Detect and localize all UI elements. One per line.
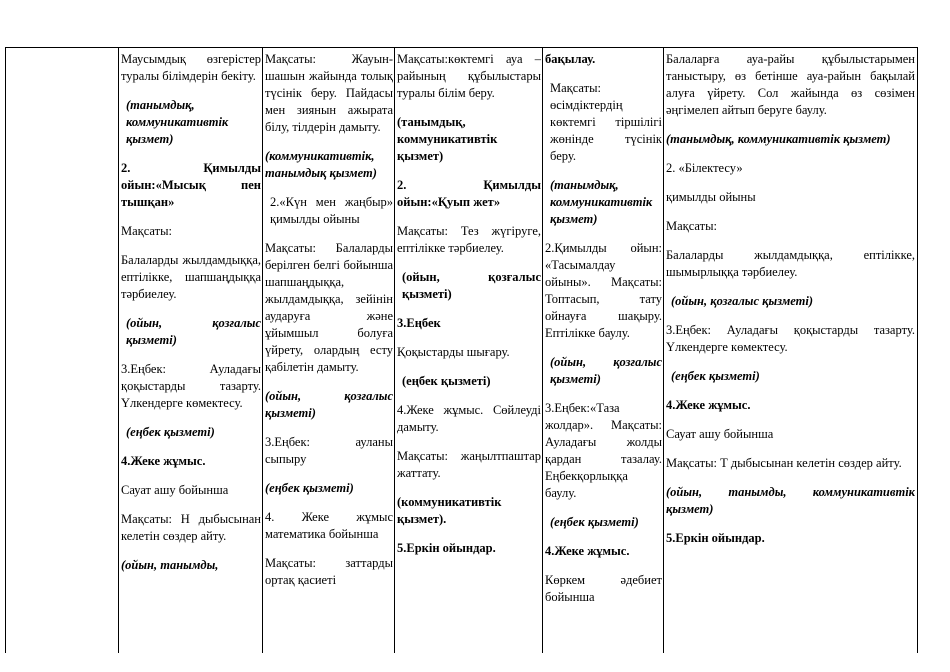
plan-paragraph: Мақсаты: [121, 224, 172, 238]
column-divider [394, 48, 395, 653]
plan-paragraph: Қоқыстарды шығару. [397, 345, 510, 359]
plan-paragraph: (еңбек қызметі) [402, 374, 491, 388]
column-day-1 [121, 51, 261, 653]
plan-paragraph: Мақсаты: өсімдіктердің көктемгі тіршілігі жөнінде түсінік беру. [550, 81, 662, 163]
plan-paragraph: (танымдық, коммуникативтік қызмет) [550, 178, 653, 226]
schedule-table [5, 47, 918, 653]
plan-paragraph: Балаларды жылдамдыққа, ептілікке, шымырлыққа тәрбиелеу. [666, 248, 915, 279]
plan-paragraph: 3.Еңбек: ауланы сыпыру [265, 435, 393, 466]
plan-paragraph: (ойын, қозғалыс қызметі) [671, 294, 814, 308]
plan-paragraph: Мақсаты: жаңылтпаштар жаттату. [397, 449, 541, 480]
plan-paragraph: (танымдық, коммуникативтік қызмет) [126, 98, 229, 146]
column-day-4 [545, 51, 662, 653]
column-divider [917, 48, 918, 653]
plan-paragraph: (ойын, қозғалыс қызметі) [265, 389, 393, 420]
plan-paragraph: Мақсаты: Т дыбысынан келетін сөздер айту. [666, 456, 902, 470]
plan-paragraph: Сауат ашу бойынша [121, 483, 229, 497]
column-day-5 [666, 51, 915, 653]
plan-paragraph: 5.Еркін ойындар. [666, 531, 765, 545]
plan-paragraph: Сауат ашу бойынша [666, 427, 774, 441]
plan-paragraph: (коммуникативтік, танымдық қызмет) [265, 149, 377, 180]
plan-paragraph: (ойын, қозғалыс қызметі) [550, 355, 662, 386]
column-divider [262, 48, 263, 653]
plan-paragraph: (коммуникативтік қызмет). [397, 495, 502, 526]
column-divider [663, 48, 664, 653]
plan-paragraph: 3.Еңбек:«Таза жолдар». Мақсаты: Ауладағы жолды қардан тазалау. Еңбекқорлыққа баулу. [545, 401, 662, 500]
column-day-2 [265, 51, 393, 653]
plan-paragraph: 2. «Білектесу» [666, 161, 743, 175]
column-day-3 [397, 51, 541, 653]
plan-paragraph: Маусымдық өзгерістер туралы білімдерін бекіту. [121, 52, 261, 83]
plan-paragraph: Мақсаты: Тез жүгіруге, ептілікке тәрбиелеу. [397, 224, 541, 255]
column-divider [542, 48, 543, 653]
plan-paragraph: 2.«Күн мен жаңбыр» қимылды ойыны [270, 195, 393, 226]
plan-paragraph: (танымдық, коммуникативтік қызмет) [666, 132, 891, 146]
plan-paragraph: 3.Еңбек: Ауладағы қоқыстарды тазарту. Үлкендерге көмектесу. [121, 362, 261, 410]
plan-paragraph: (еңбек қызметі) [671, 369, 760, 383]
plan-paragraph: (ойын, қозғалыс қызметі) [126, 316, 261, 347]
plan-paragraph: Балаларға ауа-райы құбылыстарымен таныстыру, өз бетінше ауа-райын бақылай алуға үйрету. Сол жайында өз сөзімен әңгімелеп айтып беруге баулу. [666, 52, 915, 117]
plan-paragraph: (ойын, танымды, коммуникативтік қызмет) [666, 485, 915, 516]
plan-paragraph: бақылау. [545, 52, 596, 66]
plan-paragraph: 4.Жеке жұмыс. [121, 454, 206, 468]
plan-paragraph: Балаларды жылдамдыққа, ептілікке, шапшаңдыққа тәрбиелеу. [121, 253, 261, 301]
plan-paragraph: (ойын, қозғалыс қызметі) [402, 270, 541, 301]
plan-paragraph: Мақсаты: [666, 219, 717, 233]
plan-paragraph: (еңбек қызметі) [550, 515, 639, 529]
plan-paragraph: 3.Еңбек: Ауладағы қоқыстарды тазарту. Үлкендерге көмектесу. [666, 323, 915, 354]
plan-paragraph: Мақсаты: Н дыбысынан келетін сөздер айту. [121, 512, 261, 543]
plan-paragraph: Көркем әдебиет бойынша [545, 573, 662, 604]
plan-paragraph: 4.Жеке жұмыс. Сөйлеуді дамыту. [397, 403, 541, 434]
plan-paragraph: 2.Қимылды ойын: «Тасымалдау ойыны». Мақсаты: Топтасып, тату ойнауға шақыру. Ептілікке баулу. [545, 241, 662, 340]
plan-paragraph: (еңбек қызметі) [265, 481, 354, 495]
plan-paragraph: 5.Еркін ойындар. [397, 541, 496, 555]
plan-paragraph: Мақсаты: заттарды ортақ қасиеті [265, 556, 393, 587]
column-divider [118, 48, 119, 653]
plan-paragraph: (еңбек қызметі) [126, 425, 215, 439]
plan-paragraph: 4.Жеке жұмыс. [666, 398, 751, 412]
plan-paragraph: Мақсаты: Балаларды берілген белгі бойынша шапшаңдыққа, жылдамдыққа, зейінін аударуға және ұйымшыл болуға үйрету, олардың есту қабілетін дамыту. [265, 241, 393, 374]
plan-paragraph: Мақсаты: Жауын-шашын жайында толық түсінік беру. Пайдасы мен зиянын ажырата білу, тілдерін дамыту. [265, 52, 393, 134]
plan-paragraph: 2. Қимылды ойын:«Қуып жет» [397, 178, 541, 209]
plan-paragraph: 3.Еңбек [397, 316, 441, 330]
plan-paragraph: 4.Жеке жұмыс. [545, 544, 630, 558]
plan-paragraph: 4. Жеке жұмыс математика бойынша [265, 510, 393, 541]
plan-paragraph: (танымдық, коммуникативтік қызмет) [397, 115, 498, 163]
plan-paragraph: (ойын, танымды, [121, 558, 219, 572]
plan-paragraph: 2. Қимылды ойын:«Мысық пен тышқан» [121, 161, 261, 209]
plan-paragraph: Мақсаты:көктемгі ауа – райының құбылыстары туралы білім беру. [397, 52, 541, 100]
plan-paragraph: қимылды ойыны [666, 190, 756, 204]
